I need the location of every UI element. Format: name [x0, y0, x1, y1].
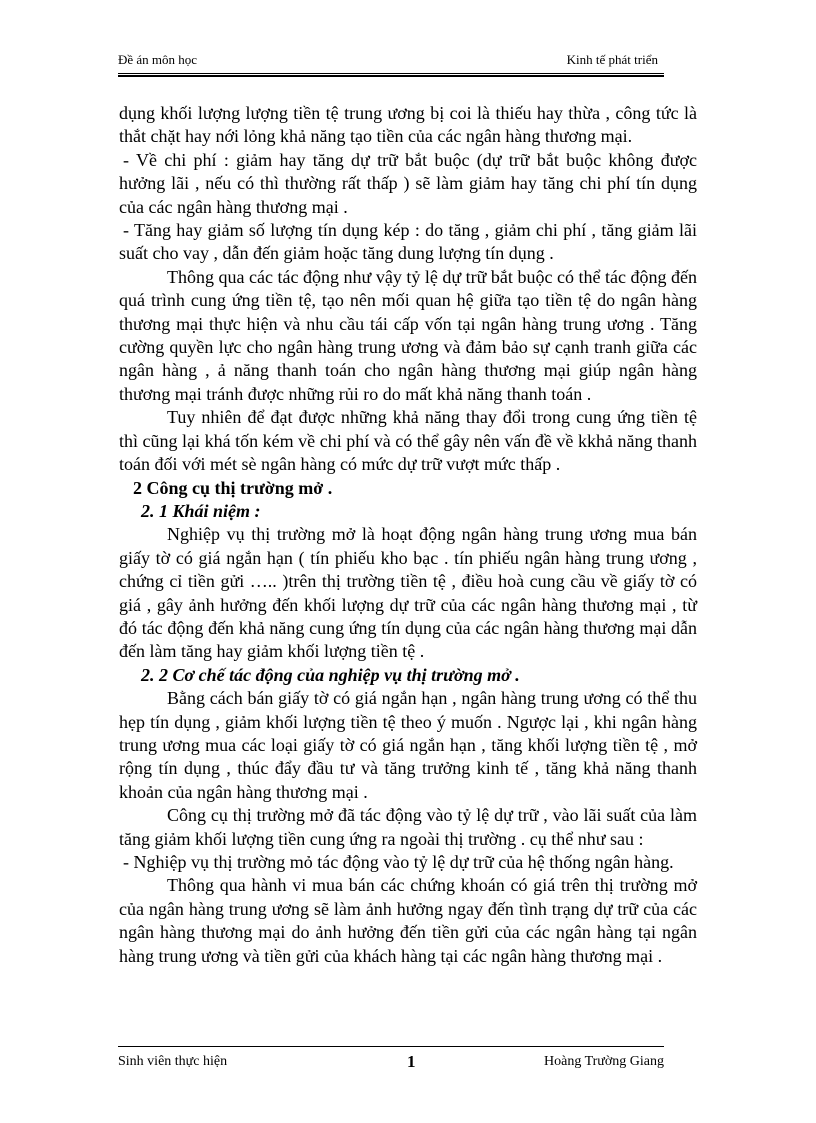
document-body [119, 102, 697, 968]
footer-author-label: Sinh viên thực hiện [118, 1054, 228, 1069]
page-number: 1 [407, 1052, 416, 1071]
header-course-title: Đề án môn học [118, 52, 198, 67]
paragraph: dụng khối lượng lượng tiền tệ trung ương bị coi là thiếu hay thừa , công tức là thắt chặt hay nới lỏng khả năng tạo tiền của các ngân hàng thương mại. [119, 103, 697, 147]
paragraph: Tuy nhiên để đạt được những khả năng thay đổi trong cung ứng tiền tệ thì cũng lại khá tốn kém về chi phí và có thể gây nên vấn đề về kkhả năng thanh toán đối với mét sè ngân hàng có mức dự trữ vượt mức thấp . [119, 407, 697, 475]
page-footer [118, 1054, 664, 1074]
paragraph: Nghiệp vụ thị trường mở là hoạt động ngân hàng trung ương mua bán giấy tờ có giá ngắn hạn ( tín phiếu kho bạc . tín phiếu ngân hàng trung ương , chứng cỉ tiền gửi ….. )trên thị trường tiền tệ , điều hoà cung cầu về giấy tờ có giá , gây ảnh hưởng đến khối lượng dự trữ của các ngân hàng thương mại , từ đó tác động đến khả năng cung ứng tín dụng của các ngân hàng thương mại dẫn đến làm tăng hay giảm khối lượng tiền tệ . [119, 524, 697, 662]
footer-author-name: Hoàng Trường Giang [544, 1054, 664, 1069]
subsection-heading: 2. 2 Cơ chế tác động của nghiệp vụ thị trường mở . [141, 664, 520, 685]
paragraph: Thông qua hành vi mua bán các chứng khoán có giá trên thị trường mở của ngân hàng trung ương sẽ làm ảnh hưởng ngay đến tình trạng dự trữ của các ngân hàng thương mại do ảnh hưởng đến tiền gửi của các ngân hàng tại ngân hàng trung ương và tiền gửi của khách hàng tại các ngân hàng thương mại . [119, 875, 697, 966]
bullet-paragraph: - Về chi phí : giảm hay tăng dự trữ bắt buộc (dự trữ bắt buộc không được hưởng lãi , nếu có thì thường rất thấp ) sẽ làm giảm hay tăng chi phí tín dụng của các ngân hàng thương mại . [119, 149, 697, 217]
footer-divider [118, 1046, 664, 1047]
section-heading: 2 Công cụ thị trường mở . [133, 477, 333, 498]
paragraph: Thông qua các tác động như vậy tỷ lệ dự trữ bắt buộc có thể tác động đến quá trình cung ứng tiền tệ, tạo nên mối quan hệ giữa tạo tiền tệ do ngân hàng thương mại thực hiện và nhu cầu tái cấp vốn tại ngân hàng trung ương . Tăng cường quyền lực cho ngân hàng trung ương và đảm bảo sự cạnh tranh giữa các ngân hàng , ả năng thanh toán cho ngân hàng thương mại giúp ngân hàng thương mại tránh được những rủi ro do mất khả năng thanh toán . [119, 266, 697, 404]
paragraph: Bằng cách bán giấy tờ có giá ngắn hạn , ngân hàng trung ương có thể thu hẹp tín dụng , giảm khối lượng tiền tệ theo ý muốn . Ngược lại , khi ngân hàng trung ương mua các loại giấy tờ có giá ngắn hạn , tăng khối lượng tiền tệ , mở rộng tín dụng , thúc đẩy đầu tư và tăng trưởng kinh tế , tăng khả năng thanh khoản của ngân hàng thương mại . [119, 688, 697, 802]
header-divider [118, 73, 664, 77]
subsection-heading: 2. 1 Khái niệm : [141, 500, 261, 521]
page-header [118, 52, 658, 72]
bullet-paragraph: - Tăng hay giảm số lượng tín dụng kép : do tăng , giảm chi phí , tăng giảm lãi suất cho vay , dẫn đến giảm hoặc tăng dung lượng tín dụng . [119, 220, 697, 264]
paragraph: Công cụ thị trường mở đã tác động vào tỷ lệ dự trữ , vào lãi suất của làm tăng giảm khối lượng tiền cung ứng ra ngoài thị trường . cụ thể như sau : [119, 805, 697, 849]
header-subject: Kinh tế phát triển [566, 52, 658, 67]
bullet-paragraph: - Nghiệp vụ thị trường mỏ tác động vào tỷ lệ dự trữ của hệ thống ngân hàng. [123, 852, 674, 872]
